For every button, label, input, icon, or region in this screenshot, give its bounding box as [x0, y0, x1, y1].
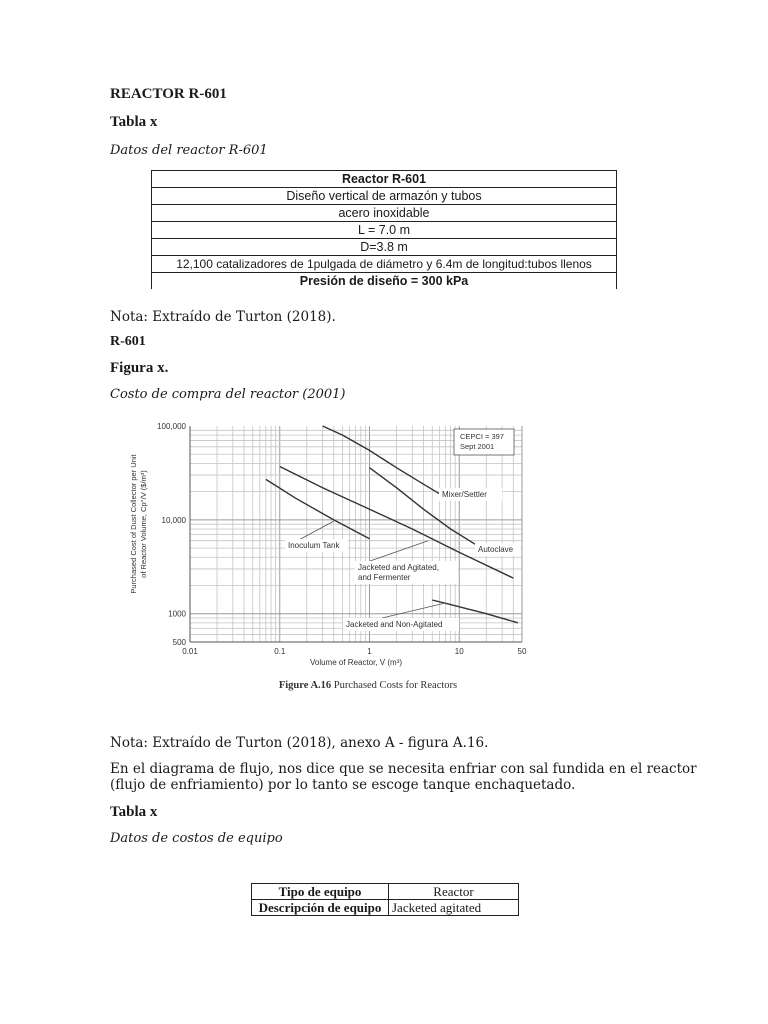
x-tick-label: 1	[367, 647, 372, 656]
table-row	[152, 222, 617, 239]
paragraph-line-2: (flujo de enfriamiento) por lo tanto se escoge tanque enchaquetado.	[110, 777, 576, 793]
series-label-inoculum-tank: Inoculum Tank	[288, 541, 340, 550]
table-cell: Diseño vertical de armazón y tubos	[152, 188, 617, 205]
table-cell: acero inoxidable	[152, 205, 617, 222]
y-tick-label: 500	[172, 638, 186, 647]
y-tick-label: 10,000	[161, 515, 186, 525]
leader-line	[382, 603, 445, 618]
table1-note: Nota: Extraído de Turton (2018).	[110, 309, 336, 325]
table-label-cell: Descripción de equipo	[252, 900, 389, 916]
x-axis-label: Volume of Reactor, V (m³)	[309, 658, 403, 667]
table-cell: L = 7.0 m	[152, 222, 617, 239]
reactor-cost-chart	[120, 415, 540, 695]
table-row	[152, 256, 617, 273]
table2-caption: Datos de costos de equipo	[110, 831, 283, 846]
series-label-jacketed-and-non-agitated: Jacketed and Non-Agitated	[346, 620, 443, 629]
table-row	[152, 239, 617, 256]
table-row	[152, 188, 617, 205]
table2-label: Tabla x	[110, 804, 158, 820]
figure-label: Figura x.	[110, 360, 169, 376]
paragraph-line-1: En el diagrama de flujo, nos dice que se necesita enfriar con sal fundida en el reactor	[110, 761, 697, 777]
x-tick-label: 50	[517, 647, 527, 656]
equipment-cost-table	[251, 883, 519, 916]
x-tick-label: 10	[454, 647, 464, 656]
series-line-mixer-settler	[323, 426, 440, 494]
subheading: R-601	[110, 334, 146, 349]
series-label-autoclave: Autoclave	[478, 545, 514, 554]
table1-caption: Datos del reactor R-601	[110, 143, 268, 158]
leader-line	[370, 541, 428, 561]
annotation-text: CEPCI = 397	[460, 432, 504, 441]
series-label-mixer-settler: Mixer/Settler	[442, 490, 487, 499]
y-axis-label: Purchased Cost of Dust Collector per Unit	[129, 454, 138, 594]
figure-title-prefix: Figure A.16	[278, 680, 332, 691]
table-cell: Reactor R-601	[152, 171, 617, 188]
table-row	[252, 900, 519, 916]
table-row	[252, 884, 519, 900]
reactor-data-table	[151, 170, 617, 289]
table-label-cell: Tipo de equipo	[252, 884, 389, 900]
figure-title-rest: Purchased Costs for Reactors	[331, 680, 458, 691]
series-label-jacketed-and-agitated-and-fermenter: Jacketed and Agitated,	[358, 563, 439, 572]
figure-note: Nota: Extraído de Turton (2018), anexo A - figura A.16.	[110, 735, 489, 751]
table-cell: 12,100 catalizadores de 1pulgada de diámetro y 6.4m de longitud:tubos llenos	[152, 256, 617, 273]
table-value-cell: Reactor	[389, 884, 519, 900]
annotation-text: Sept 2001	[460, 442, 495, 451]
x-tick-label: 0.01	[182, 647, 198, 656]
section-heading: REACTOR R-601	[110, 86, 227, 102]
figure-title	[279, 680, 457, 691]
figure-caption: Costo de compra del reactor (2001)	[110, 387, 346, 402]
table-value-cell: Jacketed agitated	[389, 900, 519, 916]
x-tick-label: 0.1	[274, 647, 286, 656]
series-label-jacketed-and-agitated-and-fermenter: and Fermenter	[358, 573, 411, 582]
table-row	[152, 171, 617, 188]
y-tick-label: 100,000	[157, 422, 186, 431]
y-axis-label: of Reactor Volume, Cp°/V ($/m³)	[139, 470, 148, 578]
table-cell: Presión de diseño = 300 kPa	[152, 273, 617, 290]
table1-label: Tabla x	[110, 114, 158, 130]
table-row	[152, 273, 617, 290]
y-tick-label: 1000	[168, 609, 186, 619]
table-cell: D=3.8 m	[152, 239, 617, 256]
table-row	[152, 205, 617, 222]
